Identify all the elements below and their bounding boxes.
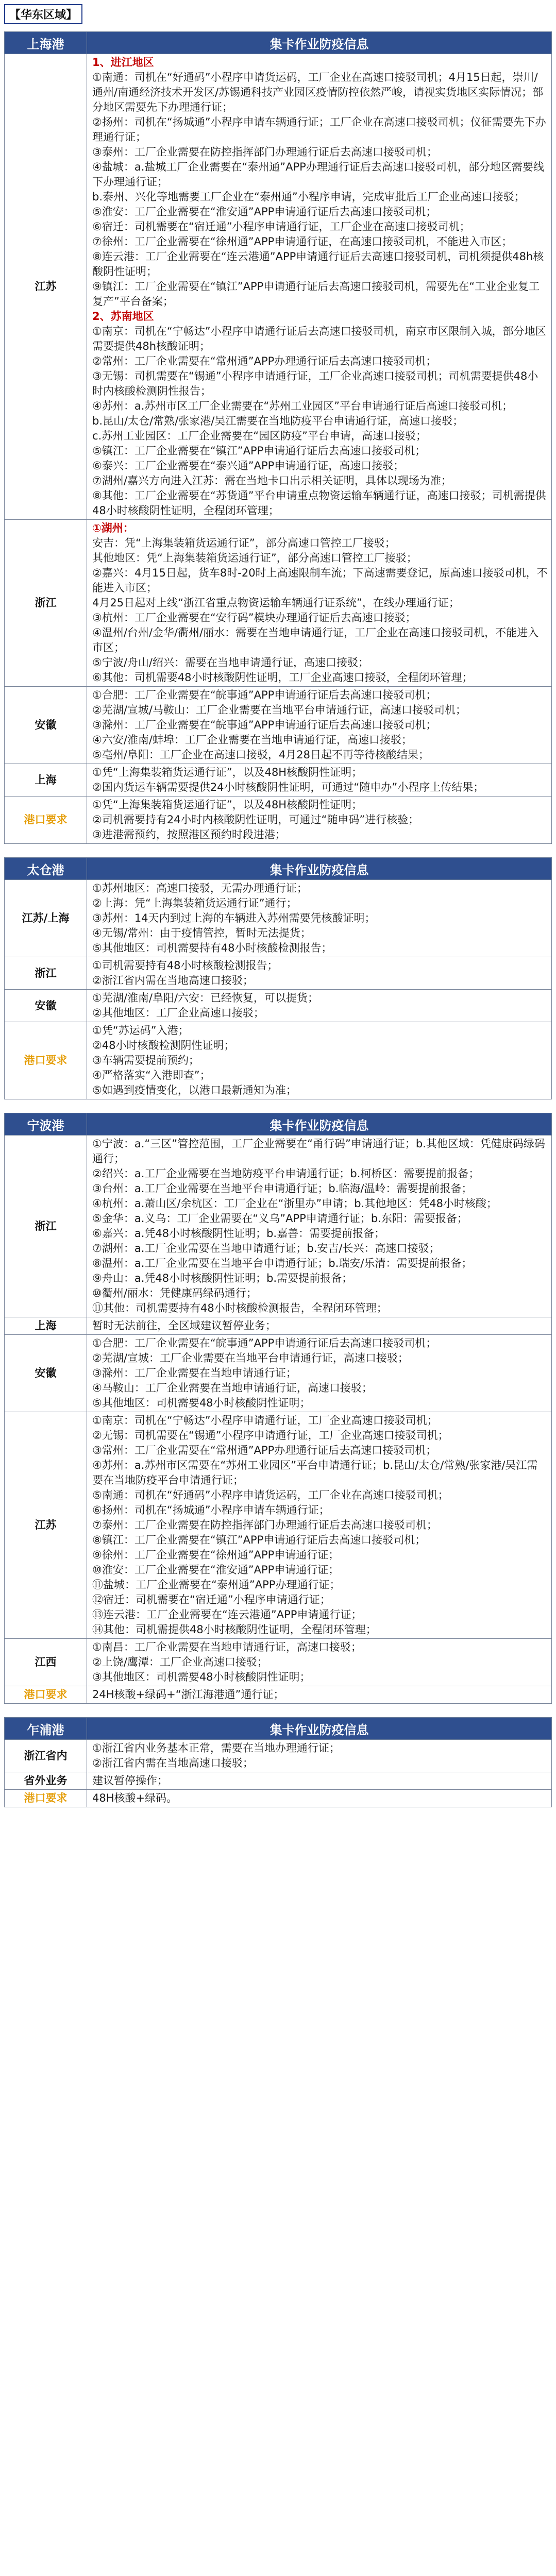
policy-line: ⑤南通：司机在“好通码”小程序申请货运码，工厂企业在高速口接驳司机； [92, 1489, 449, 1501]
policy-line: ④杭州：a.萧山区/余杭区：工厂企业在“浙里办”申请；b.其他地区：凭48小时核酸； [92, 1197, 497, 1210]
policy-line: ⑨镇江：工厂企业需要在“镇江”APP申请通行证后去高速口接驳司机，需要先在“工业企业复工复产”平台备案； [92, 280, 540, 308]
policy-line: ⑭其他：司机需提供48小时核酸阴性证明，全程闭环管理； [92, 1623, 377, 1636]
region-policy [87, 1790, 552, 1807]
info-title: 集卡作业防疫信息 [87, 32, 552, 54]
port-name: 太仓港 [5, 858, 87, 880]
port-table [4, 31, 552, 844]
region-label: 江西 [5, 1639, 87, 1686]
policy-line: ①宁波：a.“三区”管控范围，工厂企业需要在“甬行码”申请通行证；b.其他区域：凭健康码绿码通行； [92, 1138, 545, 1165]
region-label: 江苏 [5, 54, 87, 520]
policy-line: ⑦徐州：工厂企业需要在“徐州通”APP申请通行证，在高速口接驳司机，不能进入市区； [92, 235, 513, 248]
policy-line: ①苏州地区：高速口接驳，无需办理通行证； [92, 882, 308, 894]
table-row [5, 957, 552, 990]
region-policy [87, 1317, 552, 1335]
policy-line: ①南昌：工厂企业需要在当地申请通行证，高速口接驳； [92, 1641, 362, 1653]
policy-line: ①南京：司机在“宁畅达”小程序申请通行证，工厂企业高速口接驳司机； [92, 1414, 438, 1427]
region-policy [87, 54, 552, 520]
policy-line: ③进港需预约，按照港区预约时段进港； [92, 828, 286, 841]
policy-line: ⑪盐城：工厂企业需要在“泰州通”APP办理通行证； [92, 1579, 341, 1591]
policy-line: ⑧连云港：工厂企业需要在“连云港通”APP申请通行证后去高速口接驳司机，司机须提供48h核酸阴性证明； [92, 250, 544, 278]
policy-line: ⑨徐州：工厂企业需要在“徐州通”APP申请通行证； [92, 1549, 340, 1561]
policy-line: 其他地区：凭“上海集装箱货运通行证”，部分高速口管控工厂接驳； [92, 552, 417, 564]
table-row [5, 1639, 552, 1686]
policy-line: ⑬连云港：工厂企业需要在“连云港通”APP申请通行证； [92, 1608, 362, 1621]
policy-line: ⑦湖州：a.工厂企业需要在当地申请通行证；b.安吉/长兴：高速口接驳； [92, 1242, 440, 1255]
port-block [4, 1717, 552, 1807]
region-policy [87, 880, 552, 957]
policy-line: ③泰州：工厂企业需要在防控指挥部门办理通行证后去高速口接驳司机； [92, 146, 437, 158]
table-row [5, 796, 552, 844]
port-table [4, 1113, 552, 1704]
port-table [4, 857, 552, 1099]
port-blocks [4, 31, 552, 1807]
policy-line: ④严格落实“入港即查”； [92, 1069, 211, 1081]
policy-line: ②芜湖/宣城：工厂企业需要在当地平台申请通行证，高速口接驳； [92, 1352, 409, 1364]
policy-line: ④无锡/常州：由于疫情管控，暂时无法提货； [92, 927, 311, 939]
policy-line: ⑩淮安：工厂企业需要在“淮安通”APP申请通行证； [92, 1564, 340, 1576]
region-label: 浙江 [5, 520, 87, 687]
policy-line: ⑩衢州/丽水：凭健康码绿码通行； [92, 1287, 257, 1299]
policy-line: ①凭“上海集装箱货运通行证”，以及48H核酸阴性证明； [92, 799, 363, 811]
policy-line: ④苏州：a.苏州市区工厂企业需要在“苏州工业园区”平台申请通行证后高速口接驳司机； [92, 400, 513, 412]
policy-line: ⑧其他：工厂企业需要在“苏货通”平台申请重点物资运输车辆通行证，高速口接驳；司机需提供48小时核酸阴性证明，全程闭环管理； [92, 489, 546, 517]
info-title: 集卡作业防疫信息 [87, 1718, 552, 1740]
port-requirement-label: 港口要求 [5, 1022, 87, 1099]
policy-line: ②上饶/鹰潭：工厂企业高速口接驳； [92, 1656, 268, 1668]
policy-line: ⑤宁波/舟山/绍兴：需要在当地申请通行证，高速口接驳； [92, 656, 369, 669]
policy-line: ②浙江省内需在当地高速口接驳； [92, 974, 254, 987]
policy-line: ②芜湖/宣城/马鞍山：工厂企业需要在当地平台申请通行证，高速口接驳司机； [92, 704, 466, 716]
port-table [4, 1717, 552, 1807]
policy-line: ⑤亳州/阜阳：工厂企业在高速口接驳，4月28日起不再等待核酸结果； [92, 749, 429, 761]
policy-line: ①合肥：工厂企业需要在“皖事通”APP申请通行证后去高速口接驳司机； [92, 1337, 437, 1349]
policy-line: ⑪其他：司机需要持有48小时核酸检测报告，全程闭环管理； [92, 1302, 387, 1314]
policy-line: ②浙江省内需在当地高速口接驳； [92, 1757, 254, 1769]
policy-line: ③常州：工厂企业需要在“常州通”APP办理通行证后去高速口接驳司机； [92, 1444, 437, 1456]
policy-line: ⑤金华：a.义乌：工厂企业需要在“义乌”APP申请通行证；b.东阳：需要报备； [92, 1212, 468, 1225]
policy-line: ①司机需要持有48小时核酸检测报告； [92, 959, 278, 972]
policy-line: ⑥泰兴：工厂企业需要在“泰兴通”APP申请通行证，高速口接驳； [92, 460, 405, 472]
policy-line: ⑤淮安：工厂企业需要在“淮安通”APP申请通行证后去高速口接驳司机； [92, 206, 437, 218]
region-label: 安徽 [5, 687, 87, 764]
table-row [5, 1412, 552, 1639]
region-policy [87, 1639, 552, 1686]
region-label: 上海 [5, 764, 87, 796]
policy-line: b.昆山/太仓/常熟/张家港/吴江需要在当地防疫平台申请通行证，高速口接驳； [92, 415, 464, 427]
region-policy [87, 687, 552, 764]
policy-line: ①浙江省内业务基本正常，需要在当地办理通行证； [92, 1742, 340, 1754]
region-policy [87, 1136, 552, 1317]
policy-line: 48H核酸+绿码。 [92, 1792, 178, 1804]
policy-line: ②其他地区：工厂企业高速口接驳； [92, 1007, 264, 1019]
policy-line: ⑤其他地区：司机需要48小时核酸阴性证明； [92, 1397, 311, 1409]
table-row [5, 1335, 552, 1412]
policy-line: ③其他地区：司机需要48小时核酸阴性证明； [92, 1671, 311, 1683]
region-policy [87, 796, 552, 844]
policy-line: 建议暂停操作； [92, 1774, 168, 1787]
policy-line: ④马鞍山：工厂企业需要在当地申请通行证，高速口接驳； [92, 1382, 373, 1394]
policy-line: ⑥嘉兴：a.凭48小时核酸阴性证明；b.嘉善：需要提前报备； [92, 1227, 385, 1240]
region-policy [87, 1686, 552, 1704]
policy-line: c.苏州工业园区：工厂企业需要在“园区防疫”平台申请，高速口接驳； [92, 430, 427, 442]
port-name: 乍浦港 [5, 1718, 87, 1740]
policy-line: ④六安/淮南/蚌埠：工厂企业需要在当地申请通行证，高速口接驳； [92, 734, 412, 746]
policy-line: b.泰州、兴化等地需要工厂企业在“泰州通”小程序申请，完成审批后工厂企业高速口接驳； [92, 191, 525, 203]
policy-line: ①凭“上海集装箱货运通行证”，以及48H核酸阴性证明； [92, 766, 363, 778]
table-row [5, 54, 552, 520]
region-label: 上海 [5, 1317, 87, 1335]
policy-line: ⑤镇江：工厂企业需要在“镇江”APP申请通行证后去高速口接驳司机； [92, 445, 426, 457]
region-policy [87, 1335, 552, 1412]
policy-line: 24H核酸+绿码+“浙江海港通”通行证； [92, 1688, 284, 1701]
table-row [5, 520, 552, 687]
info-title: 集卡作业防疫信息 [87, 858, 552, 880]
region-policy [87, 1022, 552, 1099]
policy-line: ⑫宿迁：司机需要在“宿迁通”小程序申请通行证； [92, 1594, 331, 1606]
policy-line: 4月25日起对上线“浙江省重点物资运输车辆通行证系统”，在线办理通行证； [92, 597, 460, 609]
region-policy [87, 957, 552, 990]
policy-line: ⑦泰州：工厂企业需要在防控指挥部门办理通行证后去高速口接驳司机； [92, 1519, 437, 1531]
port-block [4, 857, 552, 1099]
table-row [5, 1740, 552, 1772]
table-row [5, 1317, 552, 1335]
policy-line: ⑧镇江：工厂企业需要在“镇江”APP申请通行证后去高速口接驳司机； [92, 1534, 426, 1546]
table-row [5, 1790, 552, 1807]
policy-line: ③无锡：司机需要在“锡通”小程序申请通行证，工厂企业高速口接驳司机；司机需要提供48小时内核酸检测阴性报告； [92, 370, 538, 397]
region-policy [87, 764, 552, 796]
table-row [5, 880, 552, 957]
section-heading: ①湖州： [92, 522, 134, 534]
region-label: 省外业务 [5, 1772, 87, 1790]
policy-line: ⑥宿迁：司机需要在“宿迁通”小程序申请通行证，工厂企业在高速口接驳司机； [92, 221, 470, 233]
policy-line: ⑧温州：a.工厂企业需要在当地平台申请通行证；b.瑞安/乐清：需要提前报备； [92, 1257, 473, 1269]
table-row [5, 687, 552, 764]
port-block [4, 31, 552, 844]
table-row [5, 764, 552, 796]
table-row [5, 1686, 552, 1704]
policy-line: ①合肥：工厂企业需要在“皖事通”APP申请通行证后去高速口接驳司机； [92, 689, 437, 701]
policy-line: ④温州/台州/金华/衢州/丽水：需要在当地申请通行证，工厂企业在高速口接驳司机，不能进入市区； [92, 626, 539, 654]
section-heading: 2、苏南地区 [92, 310, 154, 323]
policy-line: ②国内货运车辆需要提供24小时核酸阴性证明，可通过“随申办”小程序上传结果； [92, 781, 484, 793]
region-header: 【华东区域】 [4, 4, 82, 24]
policy-line: ④苏州：a.苏州市区需要在“苏州工业园区”平台申请通行证；b.昆山/太仓/常熟/张家港/吴江需要在当地防疫平台申请通行证； [92, 1459, 538, 1486]
policy-line: ⑥扬州：司机在“扬城通”小程序申请车辆通行证； [92, 1504, 330, 1516]
port-name: 宁波港 [5, 1113, 87, 1136]
port-requirement-label: 港口要求 [5, 796, 87, 844]
policy-line: 暂时无法前往，全区域建议暂停业务； [92, 1319, 276, 1332]
region-label: 江苏/上海 [5, 880, 87, 957]
region-label: 安徽 [5, 1335, 87, 1412]
policy-line: ⑨舟山：a.凭48小时核酸阴性证明；b.需要提前报备； [92, 1272, 353, 1284]
port-requirement-label: 港口要求 [5, 1790, 87, 1807]
table-row [5, 1772, 552, 1790]
policy-line: ⑦湖州/嘉兴方向进入江苏：需在当地卡口出示相关证明，具体以现场为准； [92, 474, 452, 487]
policy-line: ①南京：司机在“宁畅达”小程序申请通行证后去高速口接驳司机，南京市区限制入城，部分地区需要提供48h核酸证明； [92, 325, 546, 352]
region-label: 安徽 [5, 990, 87, 1022]
policy-line: ③滁州：工厂企业需要在当地申请通行证； [92, 1367, 297, 1379]
region-label: 浙江 [5, 957, 87, 990]
policy-line: 安吉：凭“上海集装箱货运通行证”，部分高速口管控工厂接驳； [92, 537, 396, 549]
policy-line: ①凭“苏运码”入港； [92, 1024, 189, 1037]
policy-line: ②常州：工厂企业需要在“常州通”APP办理通行证后去高速口接驳司机； [92, 355, 437, 367]
policy-line: ②上海：凭“上海集装箱货运通行证”通行； [92, 897, 297, 909]
region-policy [87, 1412, 552, 1639]
policy-line: ②绍兴：a.工厂企业需要在当地防疫平台申请通行证；b.柯桥区：需要提前报备； [92, 1167, 480, 1180]
region-policy [87, 990, 552, 1022]
port-requirement-label: 港口要求 [5, 1686, 87, 1704]
table-row [5, 1136, 552, 1317]
policy-line: ⑥其他：司机需要48小时核酸阴性证明，工厂企业高速口接驳，全程闭环管理； [92, 671, 473, 684]
policy-line: ②扬州：司机在“扬城通”小程序申请车辆通行证；工厂企业在高速口接驳司机；仪征需要先下办理通行证； [92, 116, 546, 143]
region-policy [87, 520, 552, 687]
policy-line: ③杭州：工厂企业需要在“安行码”模块办理通行证后去高速口接驳； [92, 612, 416, 624]
policy-line: ①南通：司机在“好通码”小程序申请货运码，工厂企业在高速口接驳司机；4月15日起，崇川/通州/南通经济技术开发区/苏锡通科技产业园区疫情防控依然严峻，请视实货地区实际情况；部分地区需要先下办理通行证； [92, 71, 544, 113]
section-heading: 1、进江地区 [92, 56, 154, 69]
info-title: 集卡作业防疫信息 [87, 1113, 552, 1136]
region-label: 江苏 [5, 1412, 87, 1639]
port-name: 上海港 [5, 32, 87, 54]
policy-line: ②48小时核酸检测阴性证明； [92, 1039, 235, 1052]
policy-line: ③滁州：工厂企业需要在“皖事通”APP申请通行证后去高速口接驳司机； [92, 719, 437, 731]
policy-line: ④盐城：a.盐城工厂企业需要在“泰州通”APP办理通行证后去高速口接驳司机，部分地区需要线下办理通行证； [92, 161, 544, 188]
policy-line: ②嘉兴：4月15日起，货车8时-20时上高速限制车流；下高速需要登记，原高速口接驳司机，不能进入市区； [92, 567, 548, 594]
policy-line: ⑤其他地区：司机需要持有48小时核酸检测报告； [92, 942, 332, 954]
policy-line: ③苏州：14天内到过上海的车辆进入苏州需要凭核酸证明； [92, 912, 376, 924]
region-policy [87, 1772, 552, 1790]
table-row [5, 990, 552, 1022]
region-policy [87, 1740, 552, 1772]
policy-line: ②司机需要持有24小时内核酸阴性证明，可通过“随申码”进行核验； [92, 814, 419, 826]
policy-line: ③台州：a.工厂企业需要在当地平台申请通行证；b.临海/温岭：需要提前报备； [92, 1182, 473, 1195]
region-label: 浙江 [5, 1136, 87, 1317]
policy-line: ①芜湖/淮南/阜阳/六安：已经恢复，可以提货； [92, 992, 319, 1004]
region-label: 浙江省内 [5, 1740, 87, 1772]
port-block [4, 1113, 552, 1704]
policy-line: ②无锡：司机需要在“锡通”小程序申请通行证，工厂企业高速口接驳司机； [92, 1429, 449, 1442]
table-row [5, 1022, 552, 1099]
policy-line: ⑤如遇到疫情变化，以港口最新通知为准； [92, 1084, 297, 1096]
policy-line: ③车辆需要提前预约； [92, 1054, 199, 1066]
